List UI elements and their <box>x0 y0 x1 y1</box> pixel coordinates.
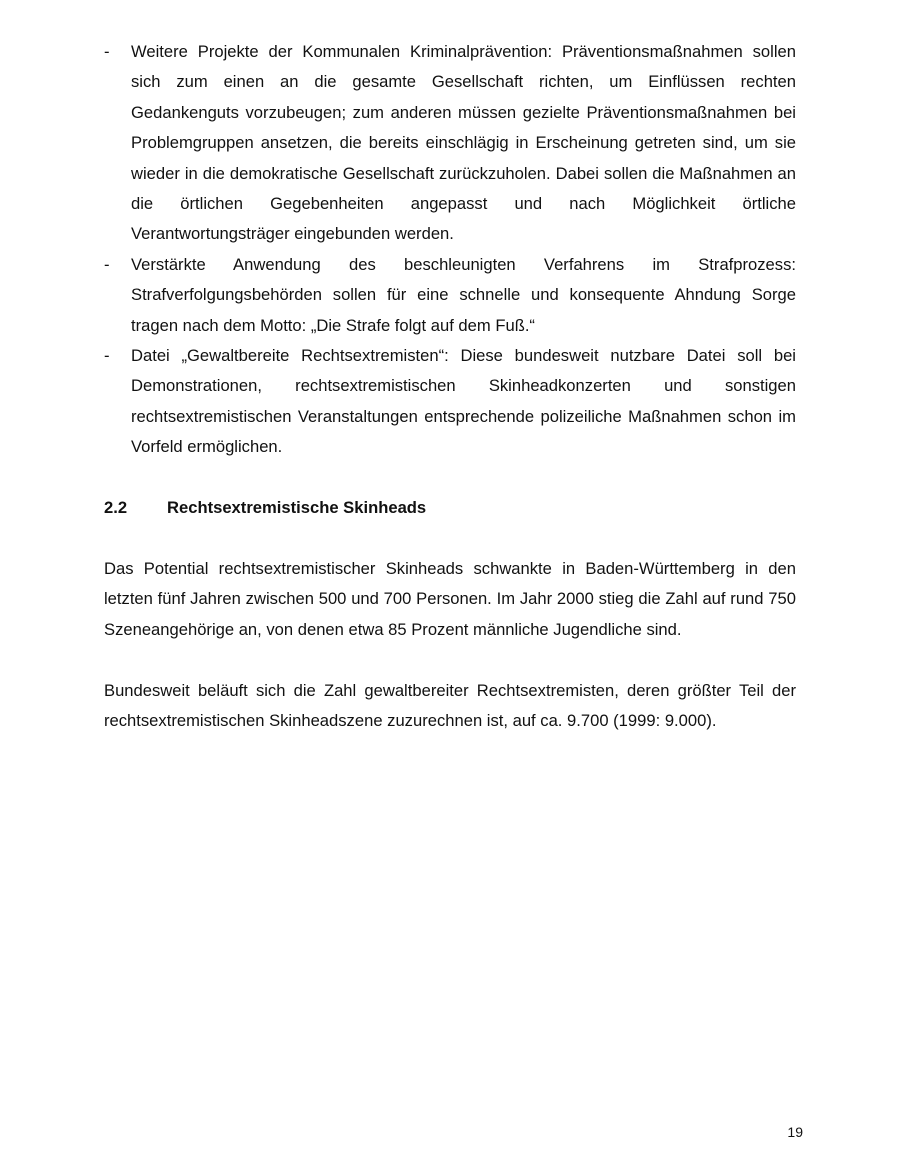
body-paragraph: Bundesweit beläuft sich die Zahl gewaltbereiter Rechtsextremisten, deren größter Teil der rechtsextremistischen Skinheadszene zuzurechnen ist, auf ca. 9.700 (1999: 9.000). <box>104 681 796 731</box>
section-number: 2.2 <box>104 498 128 517</box>
page-number: 19 <box>787 1124 803 1140</box>
measures-bullet-list <box>104 37 796 463</box>
list-item <box>104 341 796 463</box>
list-item <box>104 37 796 250</box>
bullet-dash: - <box>104 42 110 61</box>
body-paragraph: Das Potential rechtsextremistischer Skinheads schwankte in Baden-Württemberg in den letzten fünf Jahren zwischen 500 und 700 Personen. Im Jahr 2000 stieg die Zahl auf rund 750 Szeneangehörige an, von denen etwa 85 Prozent männliche Jugendliche sind. <box>104 559 796 639</box>
bullet-text: Verstärkte Anwendung des beschleunigten Verfahrens im Strafprozess: Strafverfolgungsbehörden sollen für eine schnelle und konsequente Ahndung Sorge tragen nach dem Motto: „Die Strafe folgt auf dem Fuß.“ <box>131 254 796 335</box>
bullet-text: Datei „Gewaltbereite Rechtsextremisten“: Diese bundesweit nutzbare Datei soll bei Demonstrationen, rechtsextremistischen Skinheadkonzerten und sonstigen rechtsextremistischen Veranstaltungen entsprechende polizeiliche Maßnahmen schon im Vorfeld ermöglichen. <box>131 346 796 457</box>
section-heading <box>104 493 796 523</box>
section-title: Rechtsextremistische Skinheads <box>167 498 427 517</box>
bullet-text: Weitere Projekte der Kommunalen Kriminalprävention: Präventionsmaßnahmen sollen sich zum einen an die gesamte Gesellschaft richten, um Einflüssen rechten Gedankenguts vorzubeugen; zum anderen müssen gezielte Präventionsmaßnahmen bei Problemgruppen ansetzen, die bereits einschlägig in Erscheinung getreten sind, um sie wieder in die demokratische Gesellschaft zurückzuholen. Dabei sollen die Maßnahmen an die örtlichen Gegebenheiten angepasst und nach Möglichkeit örtliche Verantwortungsträger eingebunden werden. <box>131 42 796 244</box>
bullet-dash: - <box>104 346 110 366</box>
list-item <box>104 250 796 341</box>
bullet-dash: - <box>104 254 110 274</box>
